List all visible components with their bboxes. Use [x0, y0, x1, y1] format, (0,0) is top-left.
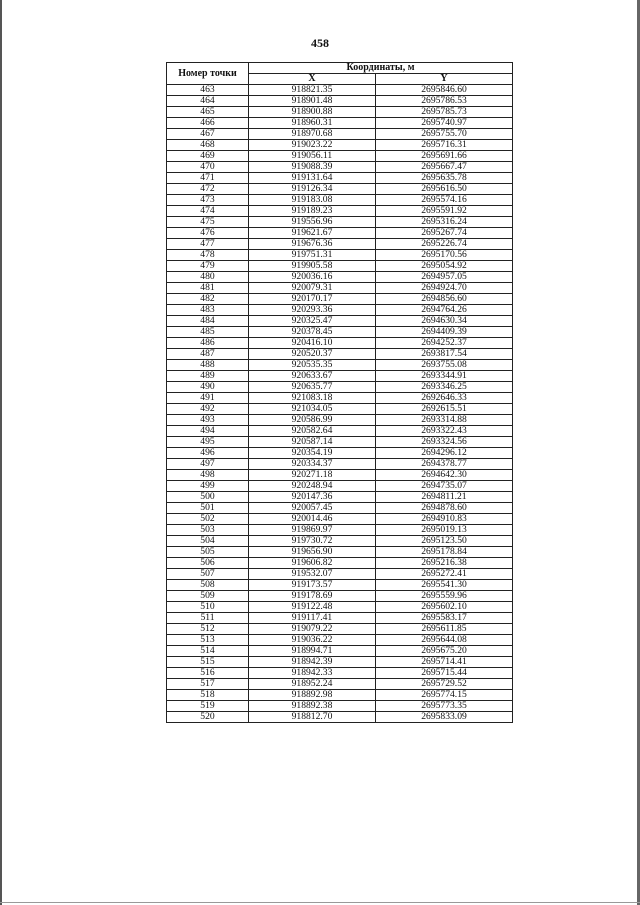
header-point-number: Номер точки	[167, 63, 249, 85]
table-row	[167, 140, 513, 151]
cell-point-number: 470	[167, 162, 249, 173]
cell-x: 921034.05	[249, 404, 376, 415]
cell-y: 2695054.92	[376, 261, 513, 272]
header-coordinates: Координаты, м	[249, 63, 513, 74]
cell-x: 919189.23	[249, 206, 376, 217]
cell-x: 919056.11	[249, 151, 376, 162]
cell-point-number: 466	[167, 118, 249, 129]
table-row	[167, 294, 513, 305]
cell-x: 919183.08	[249, 195, 376, 206]
cell-point-number: 475	[167, 217, 249, 228]
cell-x: 919036.22	[249, 635, 376, 646]
cell-y: 2693322.43	[376, 426, 513, 437]
table-row	[167, 437, 513, 448]
table-row	[167, 338, 513, 349]
cell-y: 2694252.37	[376, 338, 513, 349]
cell-point-number: 500	[167, 492, 249, 503]
cell-x: 920325.47	[249, 316, 376, 327]
cell-point-number: 495	[167, 437, 249, 448]
cell-point-number: 467	[167, 129, 249, 140]
table-row	[167, 547, 513, 558]
cell-point-number: 517	[167, 679, 249, 690]
table-row	[167, 569, 513, 580]
cell-point-number: 490	[167, 382, 249, 393]
cell-point-number: 502	[167, 514, 249, 525]
table-row	[167, 239, 513, 250]
cell-x: 920248.94	[249, 481, 376, 492]
cell-y: 2695716.31	[376, 140, 513, 151]
cell-point-number: 478	[167, 250, 249, 261]
cell-x: 920293.36	[249, 305, 376, 316]
cell-x: 919905.58	[249, 261, 376, 272]
cell-point-number: 476	[167, 228, 249, 239]
table-row	[167, 371, 513, 382]
table-row	[167, 701, 513, 712]
table-row	[167, 668, 513, 679]
table-row	[167, 591, 513, 602]
cell-point-number: 512	[167, 624, 249, 635]
table-row	[167, 261, 513, 272]
cell-x: 921083.18	[249, 393, 376, 404]
cell-y: 2695635.78	[376, 173, 513, 184]
cell-x: 919088.39	[249, 162, 376, 173]
cell-point-number: 492	[167, 404, 249, 415]
cell-x: 919730.72	[249, 536, 376, 547]
cell-y: 2693324.56	[376, 437, 513, 448]
cell-x: 920535.35	[249, 360, 376, 371]
page-number: 458	[311, 36, 329, 50]
cell-x: 918960.31	[249, 118, 376, 129]
cell-point-number: 482	[167, 294, 249, 305]
table-row	[167, 657, 513, 668]
cell-y: 2695574.16	[376, 195, 513, 206]
cell-point-number: 493	[167, 415, 249, 426]
cell-x: 920036.16	[249, 272, 376, 283]
coordinates-table	[166, 62, 513, 723]
table-body	[167, 85, 513, 723]
cell-point-number: 484	[167, 316, 249, 327]
cell-x: 920079.31	[249, 283, 376, 294]
cell-x: 918892.38	[249, 701, 376, 712]
table-row	[167, 481, 513, 492]
cell-y: 2695786.53	[376, 96, 513, 107]
table-row	[167, 360, 513, 371]
scan-edge-bottom	[0, 902, 640, 903]
cell-x: 920014.46	[249, 514, 376, 525]
table-row	[167, 217, 513, 228]
table-row	[167, 305, 513, 316]
cell-point-number: 509	[167, 591, 249, 602]
cell-y: 2694735.07	[376, 481, 513, 492]
cell-point-number: 469	[167, 151, 249, 162]
cell-x: 919676.36	[249, 239, 376, 250]
cell-x: 919023.22	[249, 140, 376, 151]
cell-x: 918812.70	[249, 712, 376, 723]
cell-x: 919556.96	[249, 217, 376, 228]
cell-x: 918942.33	[249, 668, 376, 679]
cell-y: 2695170.56	[376, 250, 513, 261]
table-row	[167, 635, 513, 646]
cell-y: 2693817.54	[376, 349, 513, 360]
cell-point-number: 468	[167, 140, 249, 151]
cell-y: 2694811.21	[376, 492, 513, 503]
cell-y: 2694910.83	[376, 514, 513, 525]
scan-edge-left	[0, 0, 2, 905]
cell-point-number: 486	[167, 338, 249, 349]
table-row	[167, 327, 513, 338]
table-row	[167, 415, 513, 426]
cell-y: 2694296.12	[376, 448, 513, 459]
table-row	[167, 470, 513, 481]
cell-point-number: 511	[167, 613, 249, 624]
table-row	[167, 580, 513, 591]
cell-y: 2695691.66	[376, 151, 513, 162]
table-row	[167, 613, 513, 624]
table-row	[167, 129, 513, 140]
table-row	[167, 107, 513, 118]
cell-x: 920586.99	[249, 415, 376, 426]
table-row	[167, 503, 513, 514]
table-row	[167, 690, 513, 701]
table-row	[167, 162, 513, 173]
cell-x: 918942.39	[249, 657, 376, 668]
table-row	[167, 492, 513, 503]
table-row	[167, 525, 513, 536]
cell-y: 2695226.74	[376, 239, 513, 250]
table-row	[167, 624, 513, 635]
cell-x: 919173.57	[249, 580, 376, 591]
cell-point-number: 488	[167, 360, 249, 371]
cell-point-number: 520	[167, 712, 249, 723]
cell-y: 2695541.30	[376, 580, 513, 591]
cell-point-number: 472	[167, 184, 249, 195]
cell-point-number: 465	[167, 107, 249, 118]
cell-y: 2695602.10	[376, 602, 513, 613]
table-row	[167, 679, 513, 690]
cell-y: 2693314.88	[376, 415, 513, 426]
table-row	[167, 349, 513, 360]
cell-y: 2694378.77	[376, 459, 513, 470]
cell-point-number: 485	[167, 327, 249, 338]
cell-y: 2695740.97	[376, 118, 513, 129]
cell-point-number: 515	[167, 657, 249, 668]
cell-y: 2695123.50	[376, 536, 513, 547]
cell-point-number: 464	[167, 96, 249, 107]
cell-point-number: 491	[167, 393, 249, 404]
cell-point-number: 498	[167, 470, 249, 481]
cell-y: 2695675.20	[376, 646, 513, 657]
cell-x: 920633.67	[249, 371, 376, 382]
cell-x: 918970.68	[249, 129, 376, 140]
cell-y: 2693755.08	[376, 360, 513, 371]
cell-y: 2695714.41	[376, 657, 513, 668]
table-row	[167, 173, 513, 184]
cell-x: 920587.14	[249, 437, 376, 448]
table-row	[167, 228, 513, 239]
cell-y: 2695178.84	[376, 547, 513, 558]
table-row	[167, 646, 513, 657]
cell-x: 919117.41	[249, 613, 376, 624]
cell-y: 2695559.96	[376, 591, 513, 602]
cell-y: 2695833.09	[376, 712, 513, 723]
table-row	[167, 382, 513, 393]
cell-point-number: 505	[167, 547, 249, 558]
cell-point-number: 479	[167, 261, 249, 272]
cell-point-number: 494	[167, 426, 249, 437]
table-row	[167, 514, 513, 525]
header-x: X	[249, 74, 376, 85]
cell-x: 918821.35	[249, 85, 376, 96]
cell-y: 2693346.25	[376, 382, 513, 393]
table-row	[167, 316, 513, 327]
cell-y: 2695785.73	[376, 107, 513, 118]
table-row	[167, 195, 513, 206]
cell-x: 919178.69	[249, 591, 376, 602]
cell-x: 918994.71	[249, 646, 376, 657]
cell-x: 918901.48	[249, 96, 376, 107]
cell-y: 2694642.30	[376, 470, 513, 481]
cell-point-number: 506	[167, 558, 249, 569]
cell-x: 920147.36	[249, 492, 376, 503]
cell-y: 2693344.91	[376, 371, 513, 382]
cell-y: 2695583.17	[376, 613, 513, 624]
cell-x: 919621.67	[249, 228, 376, 239]
cell-x: 918952.24	[249, 679, 376, 690]
cell-x: 920334.37	[249, 459, 376, 470]
table-row	[167, 151, 513, 162]
cell-y: 2695755.70	[376, 129, 513, 140]
cell-x: 920271.18	[249, 470, 376, 481]
cell-y: 2695591.92	[376, 206, 513, 217]
cell-y: 2692646.33	[376, 393, 513, 404]
cell-point-number: 481	[167, 283, 249, 294]
cell-x: 919869.97	[249, 525, 376, 536]
table-row	[167, 250, 513, 261]
table-row	[167, 712, 513, 723]
table-row	[167, 404, 513, 415]
cell-point-number: 496	[167, 448, 249, 459]
cell-x: 920582.64	[249, 426, 376, 437]
cell-x: 918892.98	[249, 690, 376, 701]
table-row	[167, 536, 513, 547]
cell-x: 919751.31	[249, 250, 376, 261]
table-row	[167, 558, 513, 569]
cell-y: 2695846.60	[376, 85, 513, 96]
cell-x: 920635.77	[249, 382, 376, 393]
cell-x: 919131.64	[249, 173, 376, 184]
cell-y: 2695729.52	[376, 679, 513, 690]
cell-x: 919606.82	[249, 558, 376, 569]
cell-y: 2695715.44	[376, 668, 513, 679]
cell-point-number: 477	[167, 239, 249, 250]
cell-y: 2695019.13	[376, 525, 513, 536]
cell-point-number: 471	[167, 173, 249, 184]
cell-x: 918900.88	[249, 107, 376, 118]
table-row	[167, 602, 513, 613]
cell-point-number: 473	[167, 195, 249, 206]
table-row	[167, 283, 513, 294]
cell-y: 2695272.41	[376, 569, 513, 580]
cell-point-number: 499	[167, 481, 249, 492]
cell-y: 2694957.05	[376, 272, 513, 283]
cell-point-number: 519	[167, 701, 249, 712]
cell-x: 919122.48	[249, 602, 376, 613]
cell-point-number: 516	[167, 668, 249, 679]
cell-point-number: 474	[167, 206, 249, 217]
cell-y: 2695616.50	[376, 184, 513, 195]
cell-point-number: 508	[167, 580, 249, 591]
cell-y: 2694630.34	[376, 316, 513, 327]
cell-x: 919079.22	[249, 624, 376, 635]
cell-y: 2695316.24	[376, 217, 513, 228]
cell-point-number: 487	[167, 349, 249, 360]
table-row	[167, 206, 513, 217]
header-y: Y	[376, 74, 513, 85]
cell-y: 2692615.51	[376, 404, 513, 415]
cell-point-number: 507	[167, 569, 249, 580]
cell-point-number: 504	[167, 536, 249, 547]
cell-y: 2695667.47	[376, 162, 513, 173]
cell-point-number: 513	[167, 635, 249, 646]
cell-x: 920378.45	[249, 327, 376, 338]
cell-point-number: 518	[167, 690, 249, 701]
cell-x: 919126.34	[249, 184, 376, 195]
cell-x: 920057.45	[249, 503, 376, 514]
cell-x: 919532.07	[249, 569, 376, 580]
cell-point-number: 463	[167, 85, 249, 96]
cell-x: 920520.37	[249, 349, 376, 360]
cell-x: 920170.17	[249, 294, 376, 305]
cell-y: 2694924.70	[376, 283, 513, 294]
cell-y: 2695644.08	[376, 635, 513, 646]
cell-y: 2695774.15	[376, 690, 513, 701]
cell-point-number: 497	[167, 459, 249, 470]
cell-point-number: 501	[167, 503, 249, 514]
table-row	[167, 118, 513, 129]
cell-x: 919656.90	[249, 547, 376, 558]
cell-y: 2694856.60	[376, 294, 513, 305]
cell-point-number: 483	[167, 305, 249, 316]
cell-x: 920354.19	[249, 448, 376, 459]
cell-point-number: 503	[167, 525, 249, 536]
table-row	[167, 272, 513, 283]
table-row	[167, 426, 513, 437]
table-row	[167, 96, 513, 107]
cell-point-number: 489	[167, 371, 249, 382]
cell-y: 2694409.39	[376, 327, 513, 338]
cell-point-number: 510	[167, 602, 249, 613]
table-row	[167, 448, 513, 459]
table-row	[167, 184, 513, 195]
table-row	[167, 393, 513, 404]
cell-y: 2695773.35	[376, 701, 513, 712]
cell-point-number: 480	[167, 272, 249, 283]
table-header	[167, 63, 513, 85]
cell-y: 2694764.26	[376, 305, 513, 316]
cell-y: 2695216.38	[376, 558, 513, 569]
cell-y: 2695267.74	[376, 228, 513, 239]
cell-x: 920416.10	[249, 338, 376, 349]
cell-y: 2694878.60	[376, 503, 513, 514]
cell-point-number: 514	[167, 646, 249, 657]
table-row	[167, 459, 513, 470]
cell-y: 2695611.85	[376, 624, 513, 635]
table-row	[167, 85, 513, 96]
